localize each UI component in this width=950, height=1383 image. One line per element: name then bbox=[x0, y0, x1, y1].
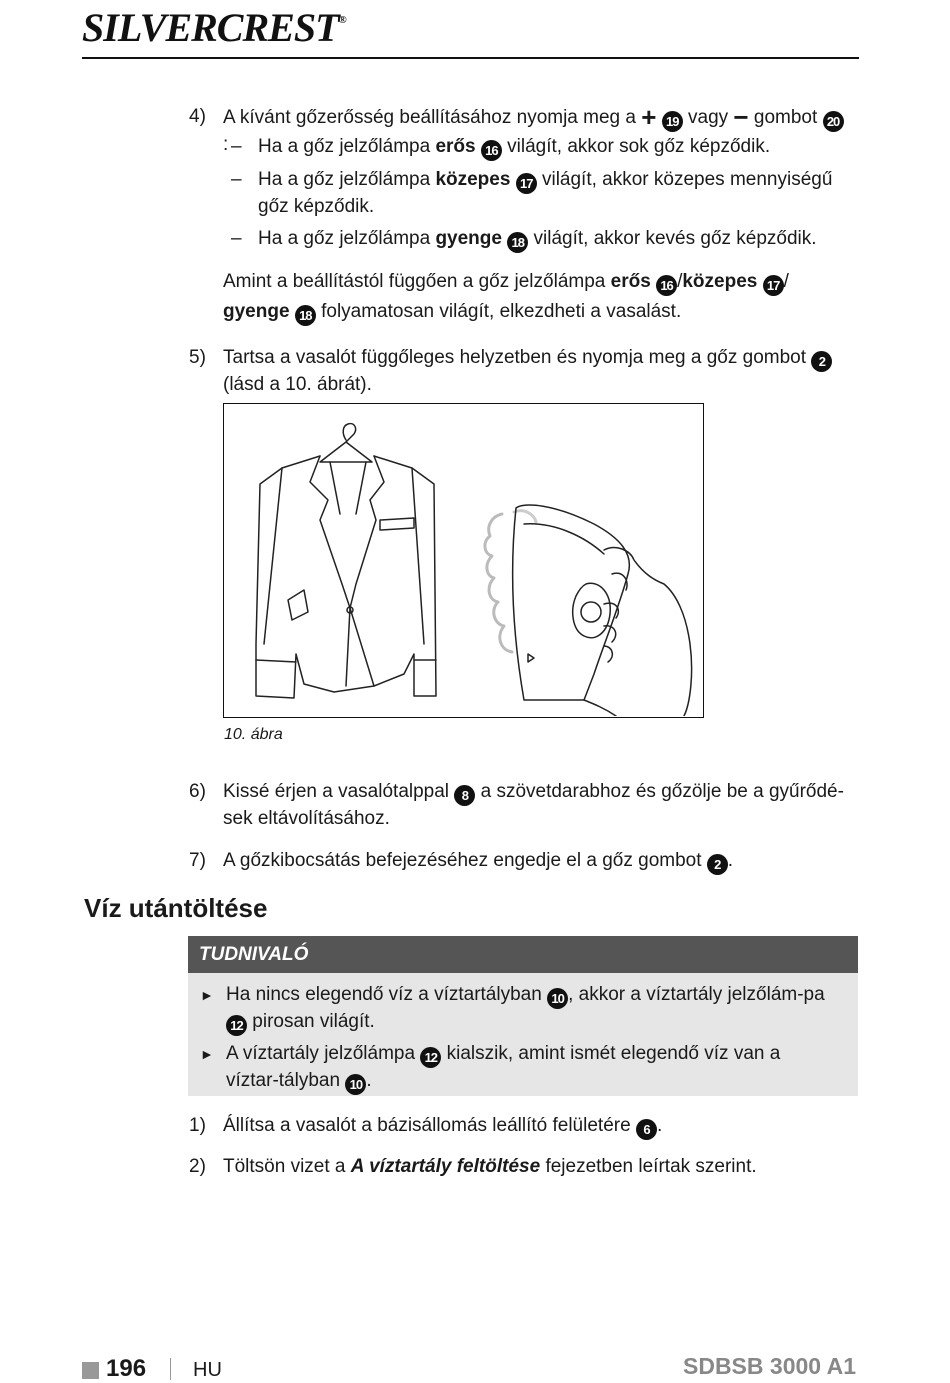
callout-icon: 16 bbox=[656, 275, 677, 296]
callout-icon: 17 bbox=[763, 275, 784, 296]
callout-icon: 10 bbox=[345, 1074, 366, 1095]
minus-icon: − bbox=[733, 102, 749, 132]
note-header: TUDNIVALÓ bbox=[188, 936, 858, 973]
footer-square-icon bbox=[82, 1362, 99, 1379]
callout-icon: 2 bbox=[707, 854, 728, 875]
figure-caption: 10. ábra bbox=[224, 726, 283, 743]
model-number: SDBSB 3000 A1 bbox=[683, 1353, 857, 1379]
callout-icon: 10 bbox=[547, 988, 568, 1009]
callout-icon: 20 bbox=[823, 111, 844, 132]
callout-icon: 12 bbox=[226, 1015, 247, 1036]
callout-icon: 18 bbox=[295, 305, 316, 326]
header-rule bbox=[82, 57, 859, 59]
figure-10 bbox=[223, 403, 704, 718]
callout-icon: 12 bbox=[420, 1047, 441, 1068]
callout-icon: 2 bbox=[811, 351, 832, 372]
arrow-right-icon: ► bbox=[200, 987, 214, 1003]
language-code: HU bbox=[193, 1359, 222, 1381]
arrow-right-icon: ► bbox=[200, 1046, 214, 1062]
section-title: Víz utántöltése bbox=[84, 893, 268, 923]
page-number: 196 bbox=[106, 1355, 147, 1382]
jacket-and-iron-illustration bbox=[224, 404, 702, 716]
callout-icon: 6 bbox=[636, 1119, 657, 1140]
paragraph-ironing-start: Amint a beállítástól függően a gőz jelzőlámpa erős 16 /közepes 17 / gyenge 18 folyamatosan világít, elkezdheti a vasalást. bbox=[223, 267, 848, 327]
callout-icon: 8 bbox=[454, 785, 475, 806]
callout-icon: 17 bbox=[516, 173, 537, 194]
brand-logo: SILVERCREST® bbox=[82, 5, 346, 50]
callout-icon: 18 bbox=[507, 232, 528, 253]
plus-icon: + bbox=[641, 102, 657, 132]
callout-icon: 16 bbox=[481, 140, 502, 161]
callout-icon: 19 bbox=[662, 111, 683, 132]
footer-divider bbox=[170, 1358, 171, 1380]
